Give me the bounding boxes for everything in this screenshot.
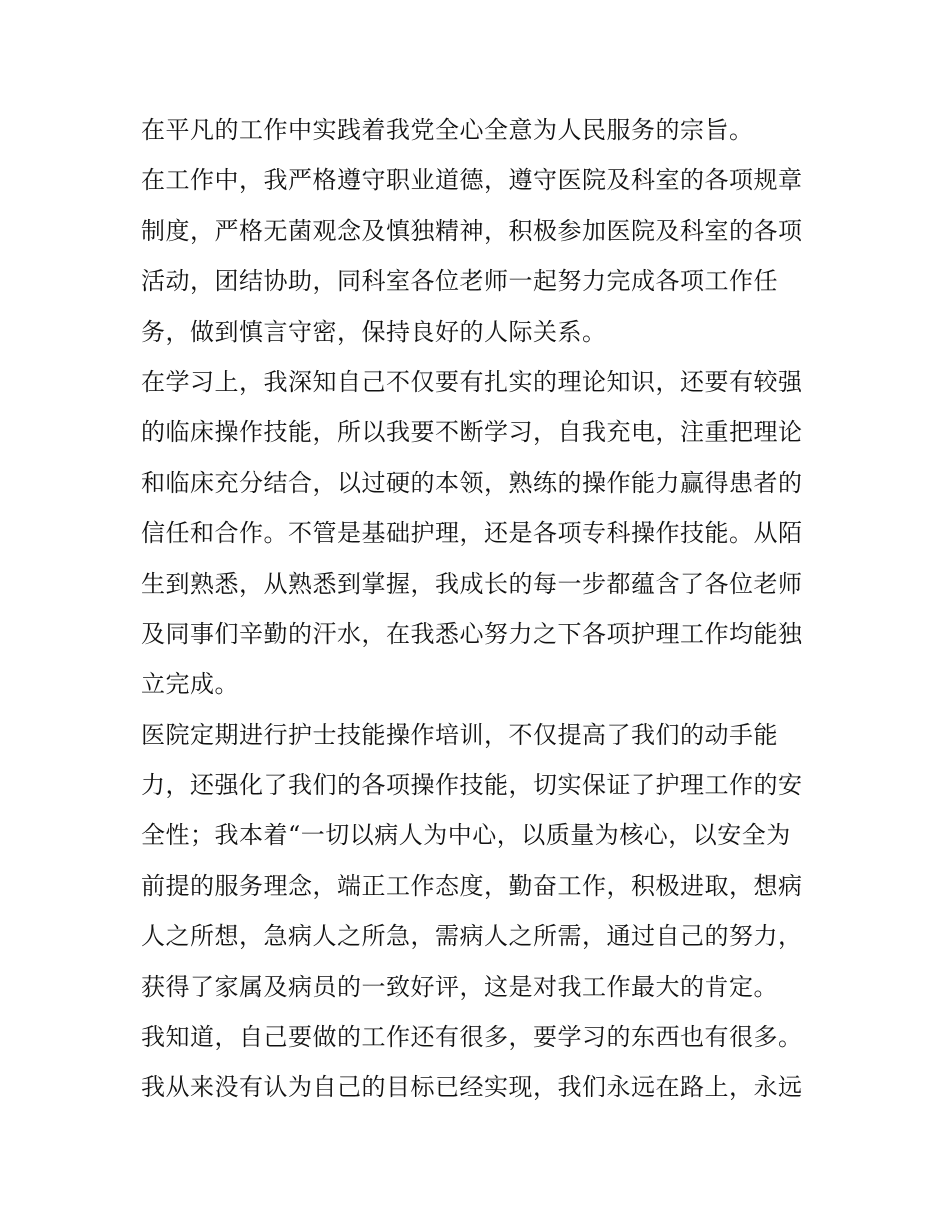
text-line: 全性；我本着“一切以病人为中心，以质量为核心，以安全为 [141,821,791,850]
text-line: 活动，团结协助，同科室各位老师一起努力完成各项工作任 [141,267,778,296]
text-line: 务，做到慎言守密，保持良好的人际关系。 [141,317,607,346]
document-body [141,110,821,1118]
text-line: 立完成。 [141,670,239,699]
text-line: 在学习上，我深知自己不仅要有扎实的理论知识，还要有较强 [141,367,803,396]
text-line: 和临床充分结合，以过硬的本领，熟练的操作能力赢得患者的 [141,468,803,497]
text-line: 在平凡的工作中实践着我党全心全意为人民服务的宗旨。 [141,116,754,144]
text-line: 制度，严格无菌观念及慎独精神，积极参加医院及科室的各项 [141,216,803,245]
text-line: 的临床操作技能，所以我要不断学习，自我充电，注重把理论 [141,418,803,447]
text-line: 在工作中，我严格遵守职业道德，遵守医院及科室的各项规章 [141,166,803,195]
text-line: 获得了家属及病员的一致好评，这是对我工作最大的肯定。 [141,972,778,1001]
text-line: 我知道，自己要做的工作还有很多，要学习的东西也有很多。 [141,1023,803,1052]
text-line: 生到熟悉，从熟悉到掌握，我成长的每一步都蕴含了各位老师 [141,569,803,598]
text-line: 力，还强化了我们的各项操作技能，切实保证了护理工作的安 [141,771,803,800]
text-line: 医院定期进行护士技能操作培训，不仅提高了我们的动手能 [141,720,778,749]
text-line: 信任和合作。不管是基础护理，还是各项专科操作技能。从陌 [141,519,803,548]
text-line: 我从来没有认为自己的目标已经实现，我们永远在路上，永远 [141,1073,803,1102]
text-line: 及同事们辛勤的汗水，在我悉心努力之下各项护理工作均能独 [141,619,803,648]
text-line: 人之所想，急病人之所急，需病人之所需，通过自己的努力， [141,922,803,951]
text-line: 前提的服务理念，端正工作态度，勤奋工作，积极进取，想病 [141,871,803,900]
